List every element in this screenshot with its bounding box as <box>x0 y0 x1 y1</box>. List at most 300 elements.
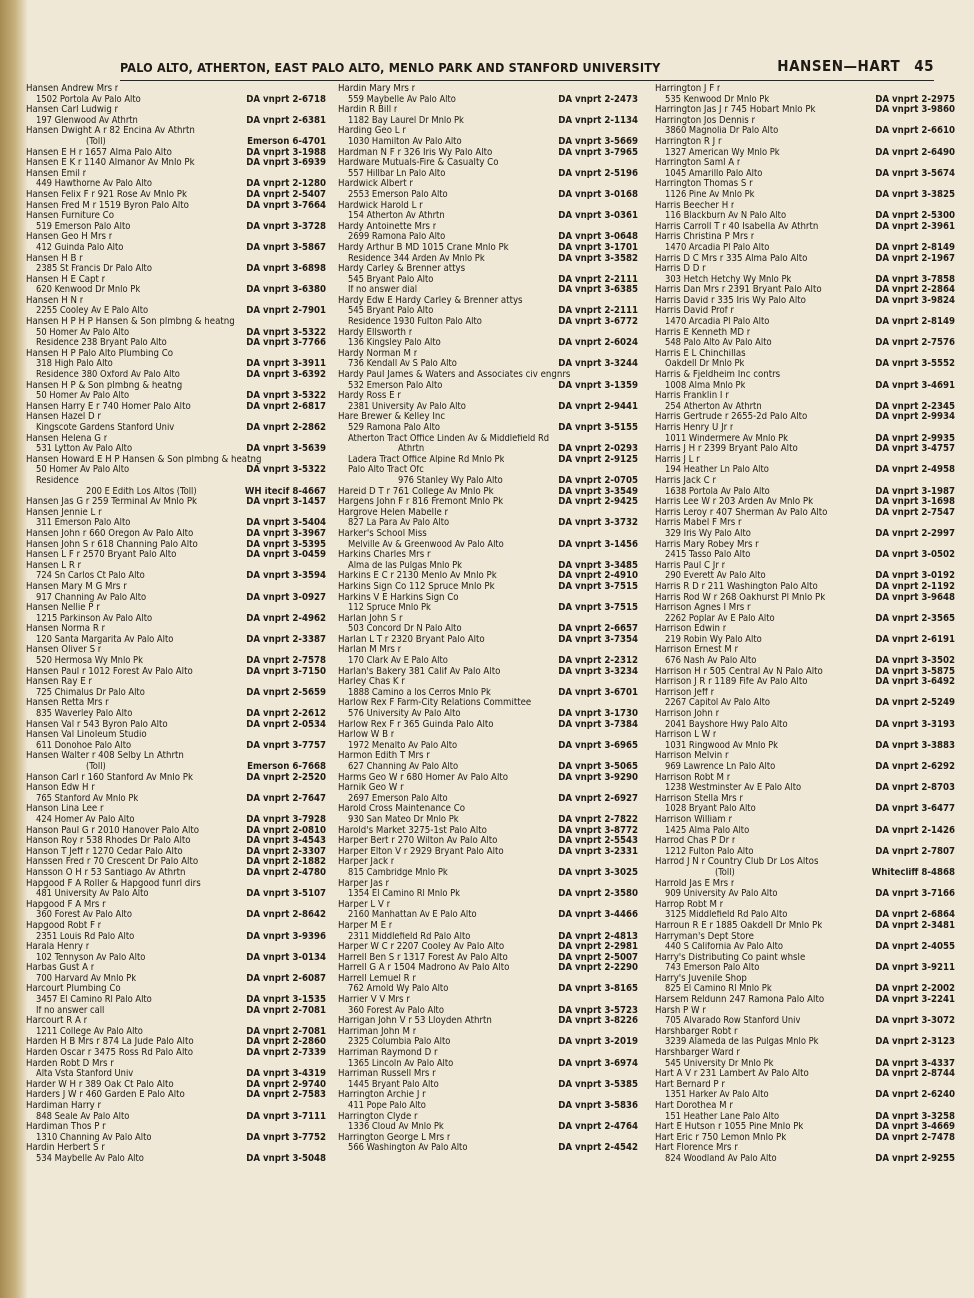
listing-text: 1211 College Av Palo Alto <box>36 1026 143 1037</box>
listing-line <box>655 381 955 392</box>
page-header <box>120 57 934 81</box>
phone-number: DA vnprt 2-9255 <box>872 1154 955 1165</box>
listing-text: Hansen Fred M r 1519 Byron Palo Alto <box>26 200 189 211</box>
phone-number: DA vnprt 3-3967 <box>243 529 326 540</box>
listing-text: 1045 Amarillo Palo Alto <box>665 168 763 179</box>
listing-text: Hansen Hazel D r <box>26 412 101 423</box>
listing-text: Hansen Emil r <box>26 168 87 179</box>
listing-text: Hansen E K r 1140 Almanor Av Mnlo Pk <box>26 158 195 169</box>
listing-line <box>26 942 326 953</box>
listing-text: Hart Bernard P r <box>655 1079 725 1090</box>
listing-line <box>338 953 638 964</box>
listing-line <box>26 804 326 815</box>
phone-number: DA vnprt 3-3234 <box>555 667 638 678</box>
listing-line <box>26 529 326 540</box>
listing-text: Hardy Edw E Hardy Carley & Brenner attys <box>338 295 523 306</box>
phone-number: DA vnprt 3-9824 <box>872 296 955 307</box>
listing-line <box>655 984 955 995</box>
listing-text: 1327 American Wy Mnlo Pk <box>665 147 780 158</box>
listing-line <box>338 667 638 678</box>
listing-text: 535 Kenwood Dr Mnlo Pk <box>665 94 770 105</box>
listing-text: 1215 Parkinson Av Palo Alto <box>36 613 153 624</box>
listing-line <box>26 1016 326 1027</box>
listing-text: 2325 Columbia Palo Alto <box>348 1037 451 1048</box>
listing-line <box>655 497 955 508</box>
listing-text: Harris Leroy r 407 Sherman Av Palo Alto <box>655 507 828 518</box>
listing-line <box>26 677 326 688</box>
listing-line <box>338 1080 638 1091</box>
listing-text: Hardy Ross E r <box>338 391 401 402</box>
phone-number: DA vnprt 2-5659 <box>243 688 326 699</box>
phone-number: DA vnprt 2-8149 <box>872 317 955 328</box>
listing-line <box>26 370 326 381</box>
listing-line <box>338 370 638 381</box>
listing-line <box>26 826 326 837</box>
listing-text: Harrington Archie J r <box>338 1090 426 1101</box>
listing-text: 1030 Hamilton Av Palo Alto <box>348 136 462 147</box>
listing-text: 1182 Bay Laurel Dr Mnlo Pk <box>348 115 464 126</box>
listing-text: Harris E Kenneth MD r <box>655 327 751 338</box>
listing-line <box>26 889 326 900</box>
listing-line <box>655 296 955 307</box>
listing-text: 930 San Mateo Dr Mnlo Pk <box>348 814 459 825</box>
listing-text: Harris Carroll T r 40 Isabella Av Athrtn <box>655 221 819 232</box>
listing-line <box>338 232 638 243</box>
listing-line <box>338 84 638 95</box>
listing-line <box>26 158 326 169</box>
phone-number: DA vnprt 3-5322 <box>243 465 326 476</box>
listing-text: Harris David Prof r <box>655 306 734 317</box>
phone-number: DA vnprt 3-0648 <box>555 232 638 243</box>
listing-line <box>655 847 955 858</box>
listing-line <box>338 105 638 116</box>
listing-text: Harris Gertrude r 2655-2d Palo Alto <box>655 412 808 423</box>
listing-text: 2697 Emerson Palo Alto <box>348 793 448 804</box>
listing-line <box>655 444 955 455</box>
listing-text: 120 Santa Margarita Av Palo Alto <box>36 634 174 645</box>
listing-line <box>655 1059 955 1070</box>
listing-line <box>26 762 326 773</box>
listing-line <box>655 974 955 985</box>
listing-line <box>655 95 955 106</box>
listing-text: 1351 Harker Av Palo Alto <box>665 1090 769 1101</box>
phone-number: DA vnprt 2-1967 <box>872 254 955 265</box>
listing-line <box>338 412 638 423</box>
listing-text: 1638 Portola Av Palo Alto <box>665 486 770 497</box>
listing-text: Harlan John S r <box>338 613 403 624</box>
listing-line <box>26 751 326 762</box>
phone-number: DA vnprt 3-2331 <box>555 847 638 858</box>
phone-number: DA vnprt 3-3502 <box>872 656 955 667</box>
phone-number: DA vnprt 3-1698 <box>872 497 955 508</box>
listing-line <box>338 942 638 953</box>
listing-line <box>338 201 638 212</box>
phone-number: DA vnprt 2-4780 <box>243 868 326 879</box>
listing-text: Harroun R E r 1885 Oakdell Dr Mnlo Pk <box>655 920 823 931</box>
phone-number: DA vnprt 3-7752 <box>243 1133 326 1144</box>
listing-text: 627 Channing Av Palo Alto <box>348 762 459 772</box>
listing-text: 1972 Menalto Av Palo Alto <box>348 740 458 751</box>
listing-text: 50 Homer Av Palo Alto <box>36 391 130 402</box>
listing-text: 503 Concord Dr N Palo Alto <box>348 624 462 635</box>
listing-line <box>655 804 955 815</box>
listing-line <box>655 624 955 635</box>
listing-line <box>26 1027 326 1038</box>
listing-text: Harper M E r <box>338 920 393 931</box>
listing-line <box>26 783 326 794</box>
listing-line <box>26 1006 326 1017</box>
listing-line <box>26 137 326 148</box>
phone-number: DA vnprt 3-3258 <box>872 1112 955 1123</box>
phone-number: DA vnprt 2-3580 <box>555 889 638 900</box>
phone-number: DA vnprt 3-2241 <box>872 995 955 1006</box>
listing-line <box>26 349 326 360</box>
listing-line <box>338 179 638 190</box>
listing-line <box>26 773 326 784</box>
phone-number: DA vnprt 2-2860 <box>243 1037 326 1048</box>
listing-line <box>655 953 955 964</box>
listing-text: Harker's School Miss <box>338 528 427 539</box>
listing-text: 2267 Capitol Av Palo Alto <box>665 698 770 709</box>
listing-line <box>26 243 326 254</box>
listing-text: 620 Kenwood Dr Mnlo Pk <box>36 285 141 296</box>
phone-number: DA vnprt 3-3193 <box>872 720 955 731</box>
listing-line <box>338 762 638 773</box>
listing-text: Hardy Carley & Brenner attys <box>338 264 466 275</box>
listing-text: Harkins Sign Co 112 Spruce Mnlo Pk <box>338 581 495 592</box>
listing-line <box>26 296 326 307</box>
listing-line <box>26 1154 326 1165</box>
phone-number: DA vnprt 2-6657 <box>555 624 638 635</box>
phone-number: DA vnprt 2-2111 <box>555 306 638 317</box>
listing-text: Hansen H P H P Hansen & Son plmbng & heatng <box>26 317 235 328</box>
listing-text: Harry's Juvenile Shop <box>655 973 747 984</box>
listing-line <box>26 741 326 752</box>
listing-text: Harsem Reldunn 247 Ramona Palo Alto <box>655 995 825 1006</box>
listing-text: Hansen H P & Son plmbng & heatng <box>26 380 183 391</box>
listing-line <box>338 932 638 943</box>
listing-text: Hanson Carl r 160 Stanford Av Mnlo Pk <box>26 772 194 783</box>
listing-text: 815 Cambridge Mnlo Pk <box>348 867 448 878</box>
listing-line <box>655 614 955 625</box>
phone-number: DA vnprt 3-0361 <box>555 211 638 222</box>
phone-number: DA vnprt 2-2862 <box>243 423 326 434</box>
listing-line <box>655 254 955 265</box>
phone-number: DA vnprt 3-3549 <box>555 487 638 498</box>
listing-line <box>338 857 638 868</box>
listing-line <box>338 497 638 508</box>
phone-number: DA vnprt 2-8744 <box>872 1069 955 1080</box>
listing-text: Harris D D r <box>655 264 706 275</box>
listing-text: 705 Alvarado Row Stanford Univ <box>665 1016 801 1027</box>
listing-text: Harrison Robt M r <box>655 772 731 783</box>
listing-line <box>655 423 955 434</box>
listing-line <box>655 677 955 688</box>
listing-line <box>655 465 955 476</box>
running-title: PALO ALTO, ATHERTON, EAST PALO ALTO, MENLO PARK AND STANFORD UNIVERSITY <box>120 60 661 75</box>
listing-line <box>655 635 955 646</box>
listing-line <box>338 1133 638 1144</box>
listing-text: 909 University Av Palo Alto <box>665 889 778 900</box>
listing-text: Harms Geo W r 680 Homer Av Palo Alto <box>338 772 509 783</box>
listing-line <box>26 84 326 95</box>
listing-line <box>26 105 326 116</box>
phone-number: DA vnprt 2-2864 <box>872 285 955 296</box>
phone-number: DA vnprt 2-9740 <box>243 1080 326 1091</box>
listing-line <box>26 391 326 402</box>
listing-line <box>655 306 955 317</box>
listing-line <box>655 84 955 95</box>
phone-number: DA vnprt 3-5107 <box>243 889 326 900</box>
listing-line <box>338 582 638 593</box>
listing-text: 311 Emerson Palo Alto <box>36 518 131 529</box>
listing-line <box>26 794 326 805</box>
listing-text: 1502 Portola Av Palo Alto <box>36 94 141 105</box>
phone-number: DA vnprt 2-7583 <box>243 1090 326 1101</box>
phone-number: DA vnprt 2-1882 <box>243 857 326 868</box>
listing-text: 531 Lytton Av Palo Alto <box>36 444 133 455</box>
listing-text: Harlan L T r 2320 Bryant Palo Alto <box>338 634 485 645</box>
listing-line <box>655 434 955 445</box>
phone-number: DA vnprt 3-3025 <box>555 868 638 879</box>
listing-text: Harlan's Bakery 381 Calif Av Palo Alto <box>338 666 501 677</box>
listing-text: Harrison William r <box>655 814 732 825</box>
listing-text: 700 Harvard Av Mnlo Pk <box>36 973 137 984</box>
listing-line <box>655 137 955 148</box>
phone-number: DA vnprt 2-1192 <box>872 582 955 593</box>
listing-line <box>26 338 326 349</box>
listing-line <box>338 709 638 720</box>
phone-number: DA vnprt 3-7928 <box>243 815 326 826</box>
listing-line <box>655 105 955 116</box>
listing-line <box>26 847 326 858</box>
listing-text: 676 Nash Av Palo Alto <box>665 656 757 667</box>
phone-number: DA vnprt 2-2111 <box>555 275 638 286</box>
listing-text: Hansen Val Linoleum Studio <box>26 730 147 741</box>
listing-text: 197 Glenwood Av Athrtn <box>36 115 138 126</box>
listing-text: 1470 Arcadia Pl Palo Alto <box>665 317 770 328</box>
phone-number: DA vnprt 3-5639 <box>243 444 326 455</box>
listing-line <box>655 338 955 349</box>
listing-text: Hanson Edw H r <box>26 783 95 794</box>
phone-number: DA vnprt 2-2473 <box>555 95 638 106</box>
listing-text: Harkins E C r 2130 Menlo Av Mnlo Pk <box>338 571 497 582</box>
listing-line <box>26 518 326 529</box>
listing-line <box>338 508 638 519</box>
phone-number: DA vnprt 2-6087 <box>243 974 326 985</box>
listing-text: 969 Lawrence Ln Palo Alto <box>665 762 776 772</box>
listing-line <box>655 582 955 593</box>
listing-line <box>338 656 638 667</box>
listing-text: Hanson T Jeff r 1270 Cedar Palo Alto <box>26 846 183 857</box>
listing-text: Harris Franklin I r <box>655 391 729 402</box>
listing-text: 724 Sn Carlos Ct Palo Alto <box>36 571 145 582</box>
listing-line <box>655 730 955 741</box>
listing-text: Harris Jack C r <box>655 475 716 486</box>
listing-text: 2381 University Av Palo Alto <box>348 401 466 412</box>
phone-number: DA vnprt 3-6898 <box>243 264 326 275</box>
listing-line <box>655 402 955 413</box>
listing-text: Melville Av & Greenwood Av Palo Alto <box>348 539 504 550</box>
listing-line <box>338 338 638 349</box>
phone-number: DA vnprt 3-0192 <box>872 571 955 582</box>
listing-line <box>655 359 955 370</box>
phone-number: DA vnprt 3-1987 <box>872 487 955 498</box>
listing-text: Hansen Geo H Mrs r <box>26 232 113 243</box>
listing-line <box>655 317 955 328</box>
listing-line <box>655 762 955 773</box>
listing-line <box>655 751 955 762</box>
listing-line <box>655 571 955 582</box>
listing-line <box>655 148 955 159</box>
listing-line <box>655 275 955 286</box>
listing-text: 102 Tennyson Av Palo Alto <box>36 952 146 963</box>
listing-line <box>338 921 638 932</box>
phone-number: DA vnprt 2-7547 <box>872 508 955 519</box>
listing-line <box>655 1080 955 1091</box>
listing-line <box>338 275 638 286</box>
phone-number: DA vnprt 2-7478 <box>872 1133 955 1144</box>
listing-text: 2262 Poplar Av E Palo Alto <box>665 613 775 624</box>
listing-text: (Toll) <box>715 867 735 878</box>
phone-number: DA vnprt 3-5674 <box>872 169 955 180</box>
listing-text: 2041 Bayshore Hwy Palo Alto <box>665 719 788 730</box>
listing-line <box>26 179 326 190</box>
listing-text: 976 Stanley Wy Palo Alto <box>398 475 503 486</box>
listing-line <box>655 773 955 784</box>
listing-line <box>338 995 638 1006</box>
phone-number: DA vnprt 2-2002 <box>872 984 955 995</box>
listing-text: Hansen E H r 1657 Alma Palo Alto <box>26 147 172 158</box>
phone-number: DA vnprt 2-7576 <box>872 338 955 349</box>
phone-number: DA vnprt 2-2290 <box>555 963 638 974</box>
phone-number: DA vnprt 3-9648 <box>872 593 955 604</box>
listing-line <box>338 751 638 762</box>
phone-number: DA vnprt 2-3565 <box>872 614 955 625</box>
listing-line <box>338 487 638 498</box>
phone-number: DA vnprt 3-4337 <box>872 1059 955 1070</box>
listing-text: Hargens John F r 816 Fremont Mnlo Pk <box>338 497 504 508</box>
listing-text: Residence <box>36 475 79 486</box>
phone-number: DA vnprt 2-8642 <box>243 910 326 921</box>
listing-text: Hansen John r 660 Oregon Av Palo Alto <box>26 528 194 539</box>
listing-line <box>26 434 326 445</box>
listing-text: Harrison John r <box>655 709 720 720</box>
listing-text: Harris Henry U Jr r <box>655 423 734 433</box>
listing-text: 529 Ramona Palo Alto <box>348 423 440 433</box>
listing-text: Harrod J N r Country Club Dr Los Altos <box>655 857 819 868</box>
phone-number: DA vnprt 3-9290 <box>555 773 638 784</box>
listing-text: Harrold Jas E Mrs r <box>655 878 735 889</box>
phone-number: DA vnprt 3-7166 <box>872 889 955 900</box>
listing-text: Harrison H r 505 Central Av N Palo Alto <box>655 666 823 677</box>
listing-text: Hansen Nellie P r <box>26 603 100 614</box>
phone-number: DA vnprt 3-6477 <box>872 804 955 815</box>
listing-text: Harris J H r 2399 Bryant Palo Alto <box>655 444 798 455</box>
listing-text: Harlow Rex F Farm-City Relations Committee <box>338 698 532 709</box>
listing-text: 411 Pope Palo Alto <box>348 1101 426 1111</box>
phone-number: DA vnprt 2-1280 <box>243 179 326 190</box>
listing-line <box>338 1027 638 1038</box>
phone-number: DA vnprt 2-5543 <box>555 836 638 847</box>
listing-text: Hardy Antoinette Mrs r <box>338 221 437 232</box>
listing-line <box>26 275 326 286</box>
listing-line <box>655 158 955 169</box>
listing-text: Harala Henry r <box>26 942 90 953</box>
listing-line <box>338 529 638 540</box>
listing-text: 576 University Av Palo Alto <box>348 709 461 720</box>
listing-line <box>338 730 638 741</box>
listing-line <box>26 402 326 413</box>
listing-line <box>338 614 638 625</box>
listing-text: 765 Stanford Av Mnlo Pk <box>36 793 139 804</box>
listing-line <box>655 900 955 911</box>
listing-line <box>655 995 955 1006</box>
listing-line <box>338 1048 638 1059</box>
phone-number: DA vnprt 3-8772 <box>555 826 638 837</box>
phone-number: DA vnprt 3-3485 <box>555 561 638 572</box>
phone-number: DA vnprt 3-3825 <box>872 190 955 201</box>
listing-text: 1470 Arcadia Pl Palo Alto <box>665 242 770 253</box>
listing-text: Hardin R Bill r <box>338 105 398 116</box>
listing-text: Harris J L r <box>655 454 700 465</box>
listing-text: Harrell G A r 1504 Madrono Av Palo Alto <box>338 963 510 974</box>
listing-text: Harlow Rex F r 365 Guinda Palo Alto <box>338 719 494 730</box>
phone-number: DA vnprt 3-7965 <box>555 148 638 159</box>
listing-text: 1028 Bryant Palo Alto <box>665 804 756 815</box>
listing-line <box>655 1069 955 1080</box>
listing-text: 917 Channing Av Palo Alto <box>36 592 147 603</box>
listing-text: 520 Hermosa Wy Mnlo Pk <box>36 656 143 667</box>
phone-number: DA vnprt 2-2312 <box>555 656 638 667</box>
phone-number: DA vnprt 2-6240 <box>872 1090 955 1101</box>
listing-text: Oakdell Dr Mnlo Pk <box>665 359 745 370</box>
phone-number: DA vnprt 3-6974 <box>555 1059 638 1070</box>
listing-text: Harriman John M r <box>338 1026 417 1037</box>
listing-text: Hardy Arthur B MD 1015 Crane Mnlo Pk <box>338 242 509 253</box>
phone-number: DA vnprt 3-2019 <box>555 1037 638 1048</box>
listing-text: 519 Emerson Palo Alto <box>36 221 131 232</box>
listing-text: Alma de las Pulgas Mnlo Pk <box>348 560 463 571</box>
listing-text: Harrod Chas P Dr r <box>655 836 736 847</box>
listing-text: Harriman Raymond D r <box>338 1048 438 1059</box>
listing-text: Harrington Thomas S r <box>655 179 753 190</box>
phone-number: DA vnprt 2-6191 <box>872 635 955 646</box>
listing-text: 3457 El Camino Rl Palo Alto <box>36 995 152 1006</box>
listing-text: Hansen H E Capt r <box>26 274 106 285</box>
listing-text: Alta Vsta Stanford Univ <box>36 1069 134 1080</box>
listing-line <box>338 900 638 911</box>
phone-number: DA vnprt 3-4669 <box>872 1122 955 1133</box>
phone-number: DA vnprt 2-9425 <box>555 497 638 508</box>
listing-text: Hansen Paul r 1012 Forest Av Palo Alto <box>26 666 193 677</box>
listing-text: 1238 Westminster Av E Palo Alto <box>665 783 802 794</box>
listing-line <box>338 402 638 413</box>
listing-line <box>26 582 326 593</box>
listing-line <box>26 571 326 582</box>
listing-text: Hart Dorothea M r <box>655 1101 733 1111</box>
listing-line <box>338 720 638 731</box>
phone-number: DA vnprt 3-6701 <box>555 688 638 699</box>
listing-line <box>26 1112 326 1123</box>
listing-line <box>655 868 955 879</box>
listing-line <box>655 349 955 360</box>
listing-text: 824 Woodland Av Palo Alto <box>665 1153 777 1164</box>
listing-line <box>338 645 638 656</box>
phone-number: DA vnprt 3-1701 <box>555 243 638 254</box>
listing-text: 532 Emerson Palo Alto <box>348 380 443 391</box>
listing-text: If no answer dial <box>348 285 418 296</box>
